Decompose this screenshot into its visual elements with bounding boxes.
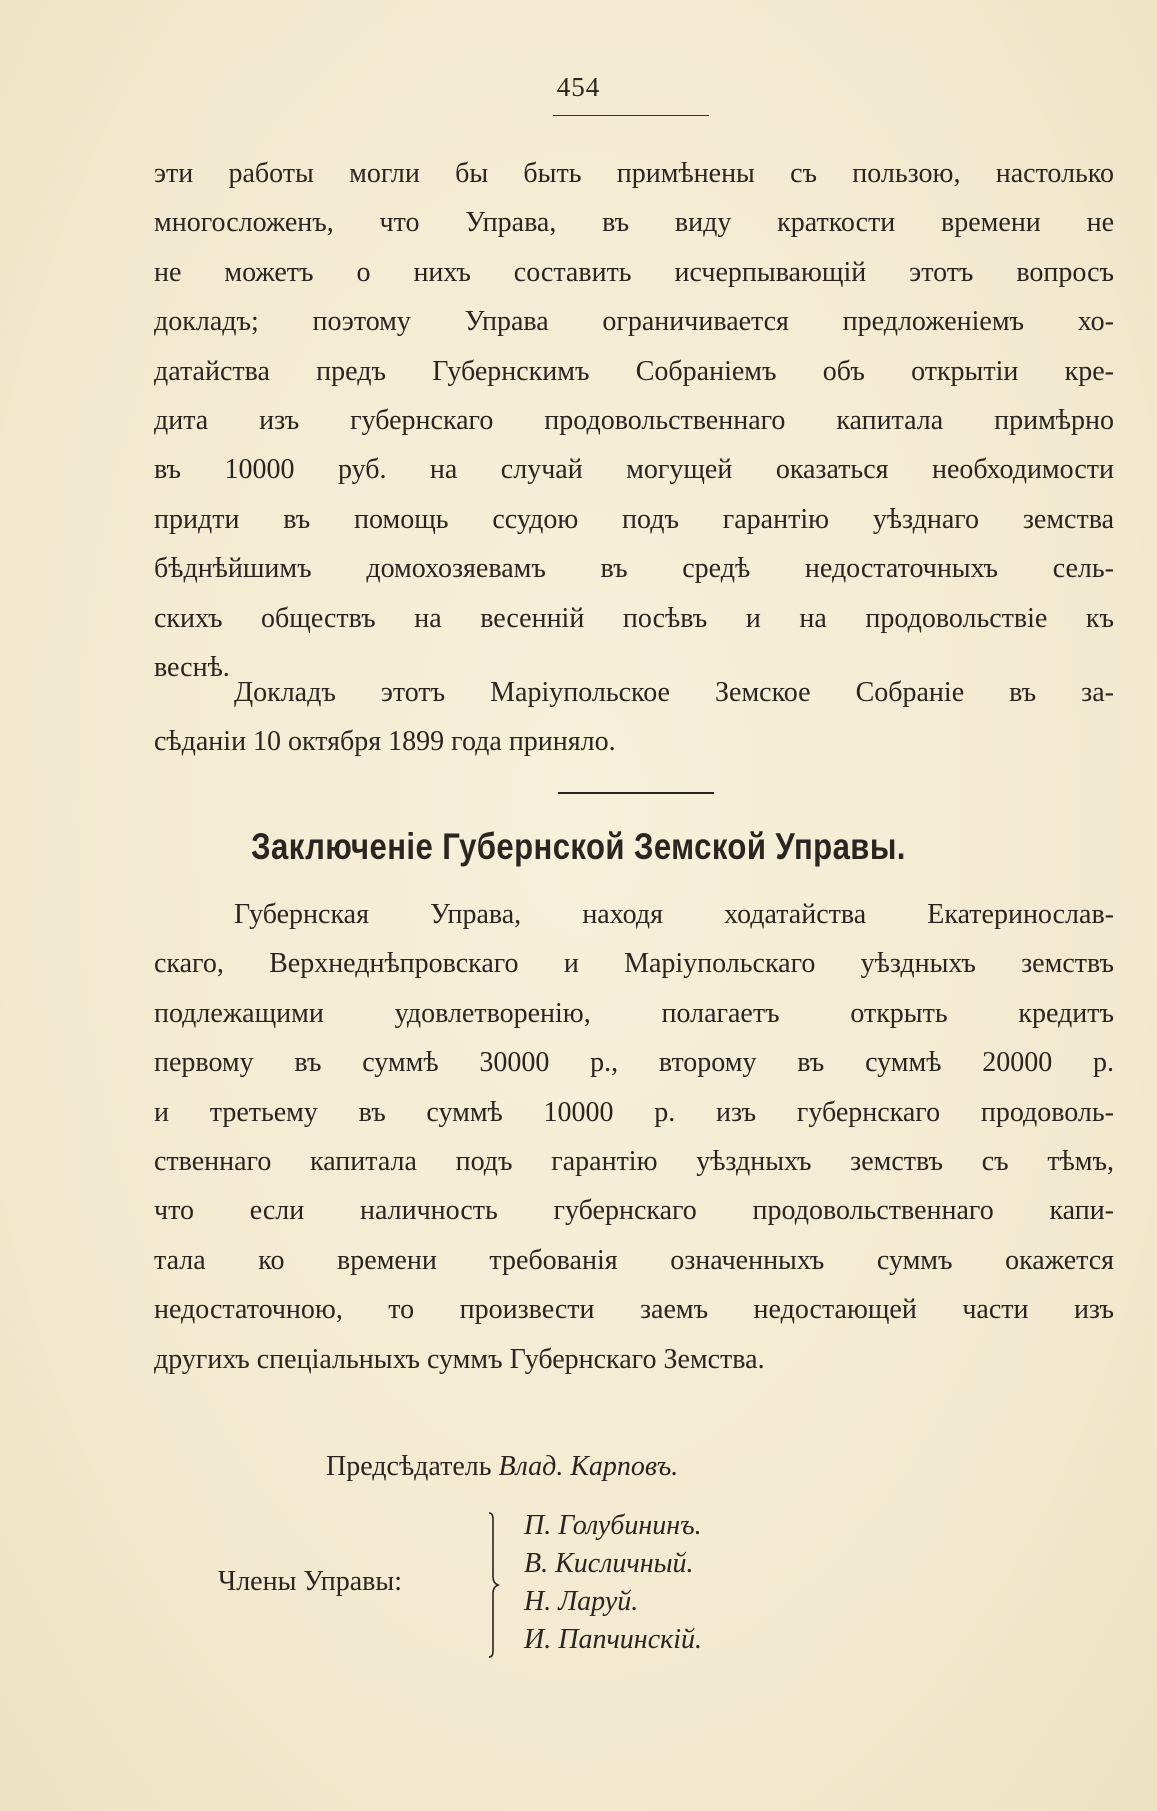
text-line: ственнаго капитала подъ гарантію уѣздныхъ земствъ съ тѣмъ, bbox=[154, 1145, 1114, 1177]
member-name: В. Кисличный. bbox=[524, 1548, 694, 1579]
text-line: Губернская Управа, находя ходатайства Екатеринослав- bbox=[234, 899, 1114, 930]
member-name: И. Папчинскій. bbox=[524, 1624, 702, 1655]
paragraph-2 bbox=[154, 668, 1114, 767]
page-number: 454 bbox=[556, 72, 601, 102]
paragraph-1 bbox=[154, 149, 1114, 692]
chairman-signature bbox=[326, 1451, 678, 1483]
text-line: скихъ обществъ на весенній посѣвъ и на продовольствіе къ bbox=[154, 602, 1114, 634]
text-line: бѣднѣйшимъ домохозяевамъ въ средѣ недостаточныхъ сель- bbox=[154, 553, 1114, 585]
text-line: Докладъ этотъ Маріупольское Земское Собраніе въ за- bbox=[234, 677, 1114, 708]
text-line: тала ко времени требованія означенныхъ суммъ окажется bbox=[154, 1244, 1114, 1276]
text-line: недостаточною, то произвести заемъ недостающей части изъ bbox=[154, 1294, 1114, 1326]
chairman-name: Влад. Карповъ. bbox=[498, 1451, 679, 1482]
text-line: сѣданіи 10 октября 1899 года приняло. bbox=[154, 726, 616, 758]
section-divider bbox=[558, 792, 714, 794]
text-line: многосложенъ, что Управа, въ виду краткости времени не bbox=[154, 207, 1114, 239]
text-line: что если наличность губернскаго продовольственнаго капи- bbox=[154, 1195, 1114, 1227]
member-name: Н. Ларуй. bbox=[524, 1586, 639, 1617]
text-line: скаго, Верхнеднѣпровскаго и Маріупольскаго уѣздныхъ земствъ bbox=[154, 948, 1114, 980]
text-line: и третьему въ суммѣ 10000 р. изъ губернскаго продоволь- bbox=[154, 1096, 1114, 1128]
text-line: дита изъ губернскаго продовольственнаго капитала примѣрно bbox=[154, 404, 1114, 436]
text-line: подлежащими удовлетворенію, полагаетъ открыть кредитъ bbox=[154, 997, 1114, 1029]
text-line: датайства предъ Губернскимъ Собраніемъ объ открытіи кре- bbox=[154, 355, 1114, 387]
text-line: придти въ помощь ссудою подъ гарантію уѣзднаго земства bbox=[154, 503, 1114, 535]
member-name: П. Голубининъ. bbox=[524, 1510, 702, 1541]
text-line: веснѣ. bbox=[154, 651, 230, 683]
text-line: не можетъ о нихъ составить исчерпывающій этотъ вопросъ bbox=[154, 256, 1114, 288]
text-line: другихъ спеціальныхъ суммъ Губернскаго Земства. bbox=[154, 1343, 765, 1375]
section-heading: Заключеніе Губернской Земской Управы. bbox=[251, 826, 906, 867]
paragraph-3 bbox=[154, 890, 1114, 1384]
text-line: эти работы могли бы быть примѣнены съ пользою, настолько bbox=[154, 158, 1114, 189]
chairman-title: Предсѣдатель bbox=[326, 1451, 492, 1482]
page-number-rule bbox=[553, 115, 709, 116]
brace-bracket bbox=[486, 1511, 500, 1659]
text-line: первому въ суммѣ 30000 р., второму въ суммѣ 20000 р. bbox=[154, 1047, 1114, 1079]
text-line: въ 10000 руб. на случай могущей оказаться необходимости bbox=[154, 454, 1114, 486]
text-line: докладъ; поэтому Управа ограничивается предложеніемъ хо- bbox=[154, 306, 1114, 338]
members-title: Члены Управы: bbox=[218, 1566, 402, 1597]
